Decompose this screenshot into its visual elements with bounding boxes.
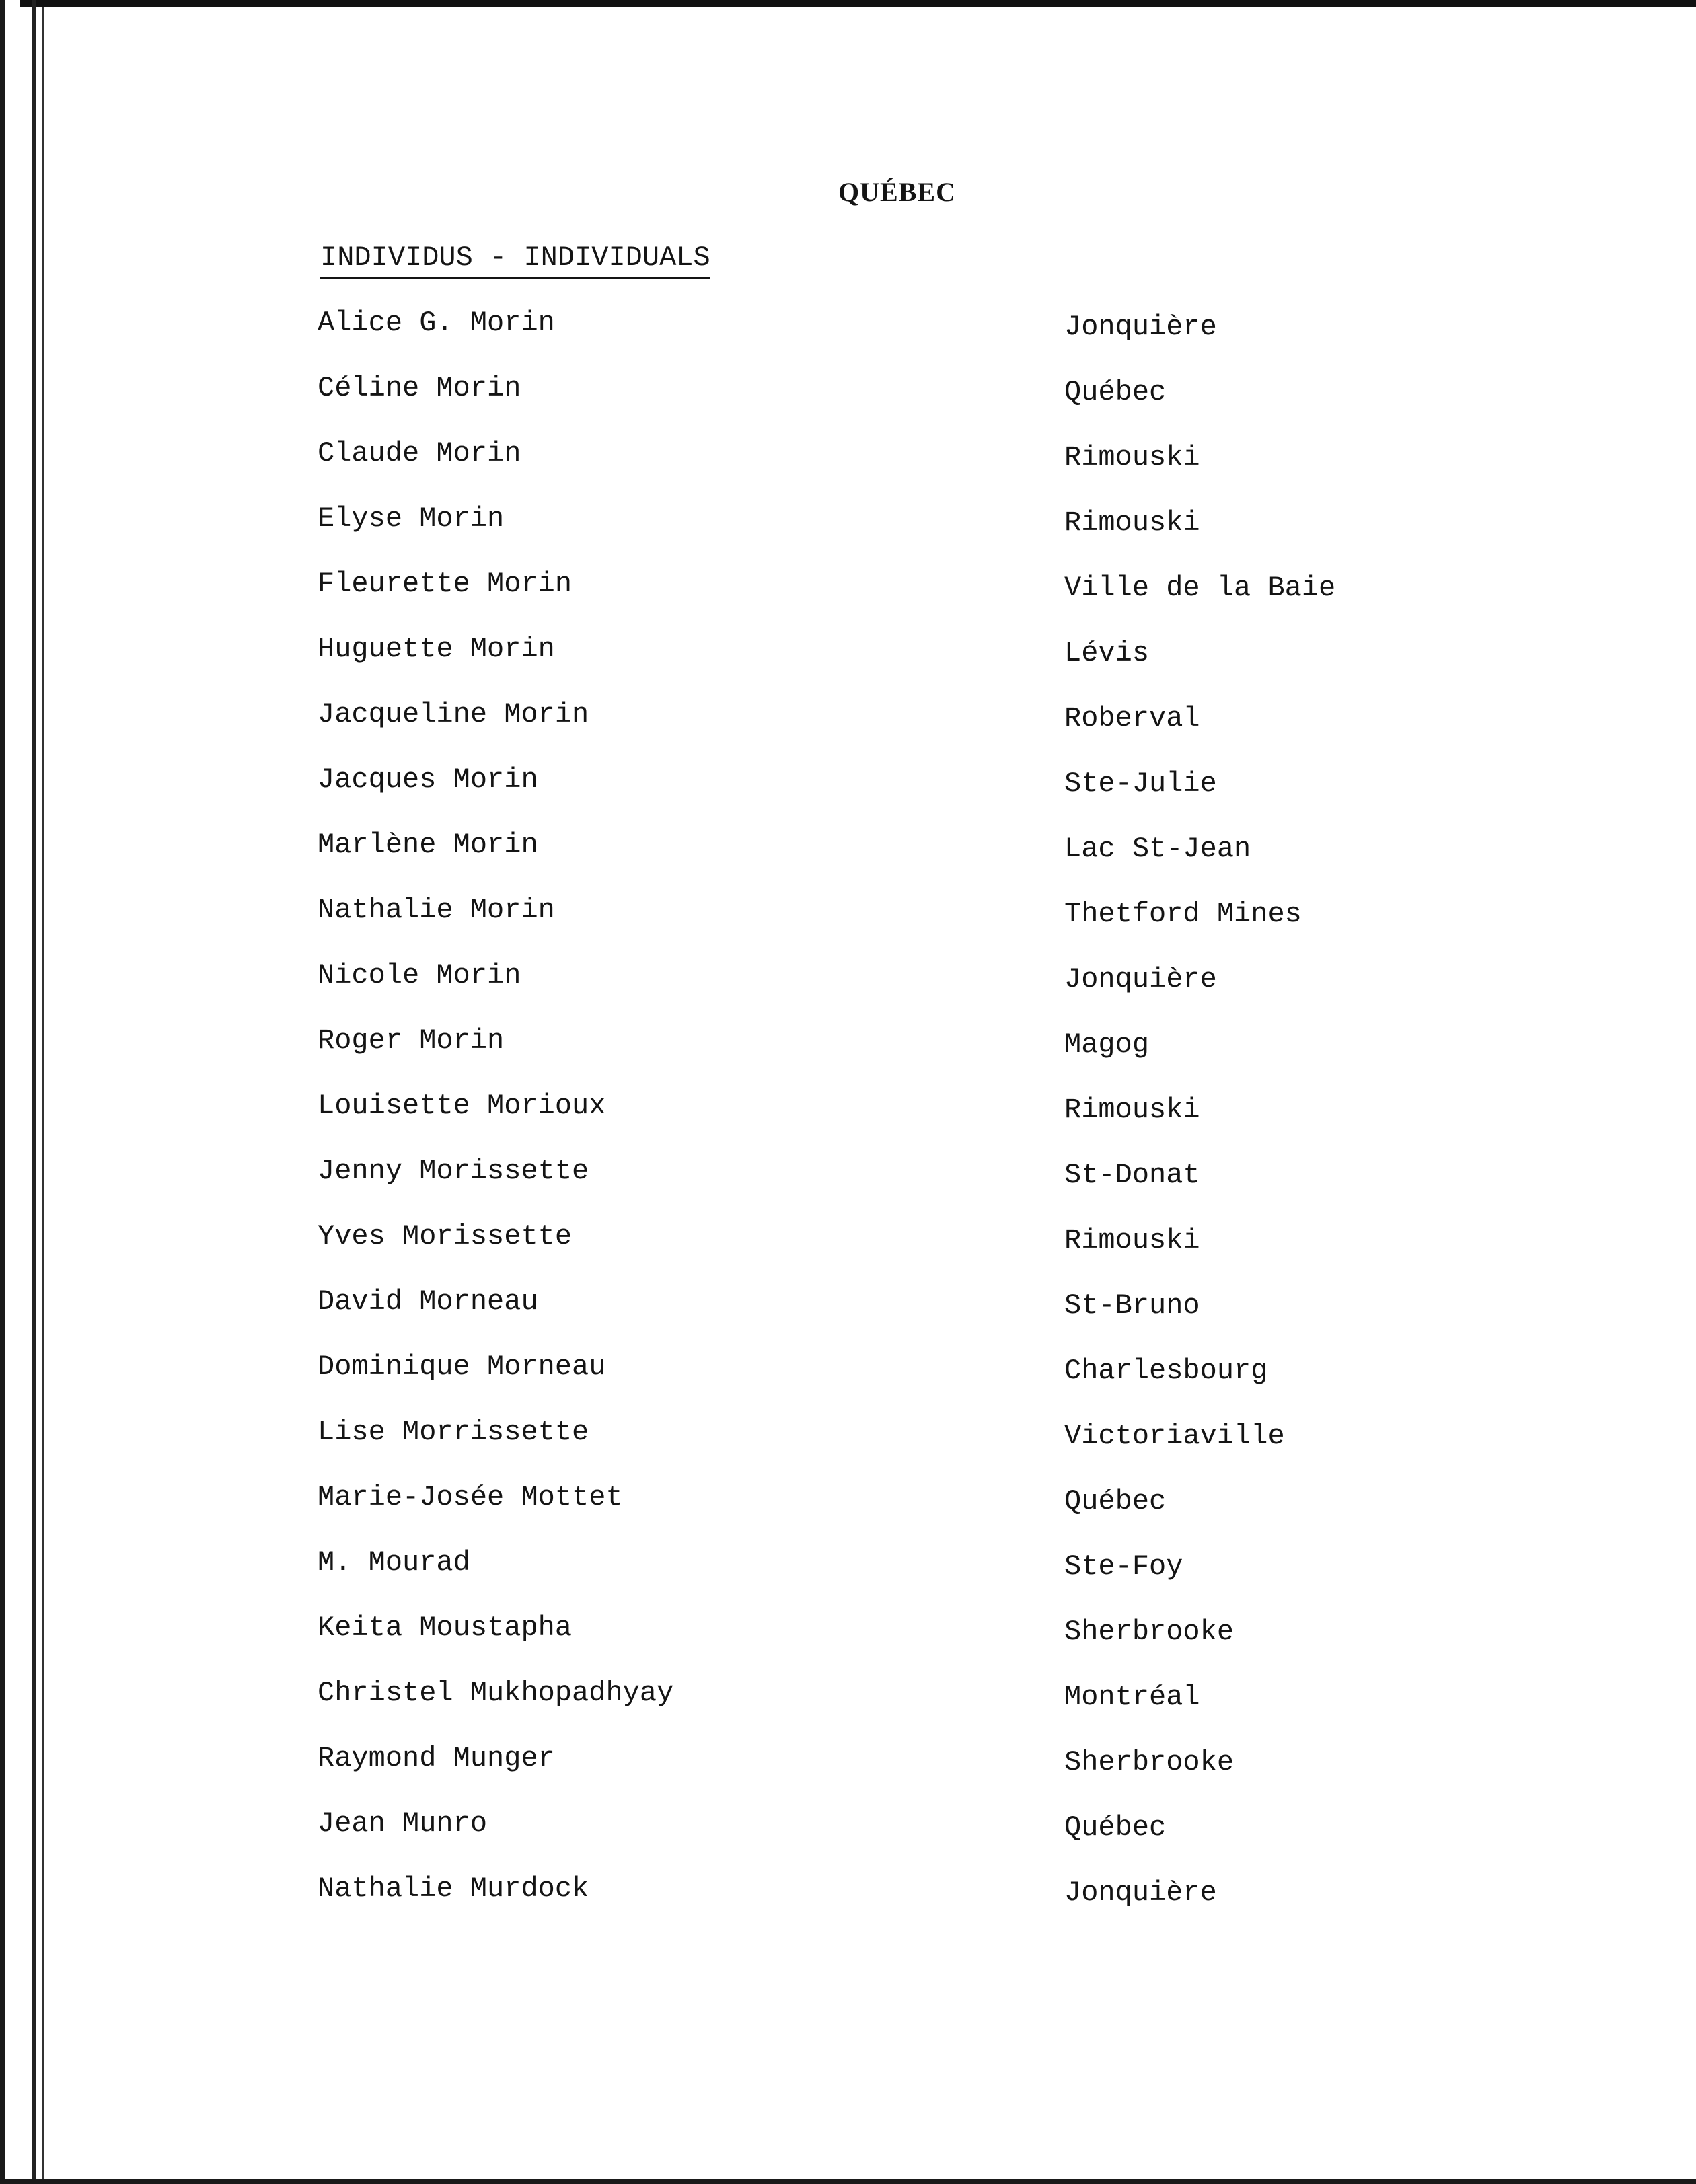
person-name: Jean Munro	[318, 1807, 488, 1840]
list-item	[0, 1281, 1696, 1322]
person-name: Jacqueline Morin	[318, 698, 589, 730]
person-name: Alice G. Morin	[318, 307, 555, 339]
list-item	[0, 1738, 1696, 1778]
list-item	[0, 1347, 1696, 1387]
person-city: Jonquière	[1064, 311, 1217, 343]
person-name: M. Mourad	[318, 1546, 470, 1579]
list-item	[0, 1542, 1696, 1583]
list-item	[0, 694, 1696, 735]
person-city: Jonquière	[1064, 1877, 1217, 1909]
person-city: Rimouski	[1064, 1094, 1200, 1126]
list-item	[0, 498, 1696, 539]
person-city: Charlesbourg	[1064, 1355, 1268, 1387]
list-item	[0, 1803, 1696, 1844]
page-title: QUÉBEC	[838, 177, 956, 207]
person-name: Keita Moustapha	[318, 1612, 573, 1644]
list-item	[0, 1608, 1696, 1648]
person-name: Lise Morrissette	[318, 1416, 589, 1448]
list-item	[0, 1020, 1696, 1061]
list-item	[0, 1086, 1696, 1126]
person-name: Huguette Morin	[318, 633, 555, 665]
person-name: Roger Morin	[318, 1024, 505, 1057]
list-item	[0, 1412, 1696, 1452]
person-name: Fleurette Morin	[318, 568, 573, 600]
scan-edge-top	[0, 0, 1696, 7]
person-city: Lac St-Jean	[1064, 833, 1251, 865]
person-name: Louisette Morioux	[318, 1090, 606, 1122]
person-name: Nathalie Morin	[318, 894, 555, 926]
list-item	[0, 1477, 1696, 1517]
person-name: Marlène Morin	[318, 829, 538, 861]
person-name: Yves Morissette	[318, 1220, 573, 1252]
person-name: Christel Mukhopadhyay	[318, 1677, 674, 1709]
person-city: Sherbrooke	[1064, 1616, 1234, 1648]
person-city: Ste-Julie	[1064, 767, 1217, 800]
person-name: Elyse Morin	[318, 502, 505, 535]
list-item	[0, 433, 1696, 474]
person-city: Thetford Mines	[1064, 898, 1302, 930]
list-item	[0, 825, 1696, 865]
list-item	[0, 1151, 1696, 1191]
person-city: Rimouski	[1064, 1224, 1200, 1256]
person-name: Claude Morin	[318, 437, 521, 469]
person-city: Québec	[1064, 1811, 1167, 1844]
list-item	[0, 1869, 1696, 1909]
list-item	[0, 629, 1696, 669]
person-city: Ville de la Baie	[1064, 572, 1336, 604]
scan-edge-bottom	[0, 2179, 1696, 2184]
person-name: Dominique Morneau	[318, 1351, 606, 1383]
person-city: Montréal	[1064, 1681, 1200, 1713]
person-name: Jenny Morissette	[318, 1155, 589, 1187]
list-item	[0, 1216, 1696, 1256]
person-city: Québec	[1064, 376, 1167, 408]
person-name: Nathalie Murdock	[318, 1873, 589, 1905]
person-city: Jonquière	[1064, 963, 1217, 995]
list-item	[0, 955, 1696, 995]
person-name: Marie-Josée Mottet	[318, 1481, 623, 1513]
list-item	[0, 564, 1696, 604]
list-item	[0, 1673, 1696, 1713]
person-city: Victoriaville	[1064, 1420, 1285, 1452]
person-city: Sherbrooke	[1064, 1746, 1234, 1778]
person-city: Lévis	[1064, 637, 1150, 669]
section-title: INDIVIDUS - INDIVIDUALS	[320, 241, 710, 279]
list-item	[0, 368, 1696, 408]
list-item	[0, 303, 1696, 343]
person-name: David Morneau	[318, 1285, 538, 1318]
person-city: Ste-Foy	[1064, 1550, 1183, 1583]
person-name: Nicole Morin	[318, 959, 521, 991]
person-city: St-Donat	[1064, 1159, 1200, 1191]
person-city: Québec	[1064, 1485, 1167, 1517]
person-city: Roberval	[1064, 702, 1200, 735]
person-city: Magog	[1064, 1028, 1150, 1061]
person-name: Jacques Morin	[318, 763, 538, 796]
list-item	[0, 759, 1696, 800]
person-city: Rimouski	[1064, 506, 1200, 539]
person-name: Céline Morin	[318, 372, 521, 404]
person-city: St-Bruno	[1064, 1289, 1200, 1322]
person-city: Rimouski	[1064, 441, 1200, 474]
person-name: Raymond Munger	[318, 1742, 555, 1774]
list-item	[0, 890, 1696, 930]
